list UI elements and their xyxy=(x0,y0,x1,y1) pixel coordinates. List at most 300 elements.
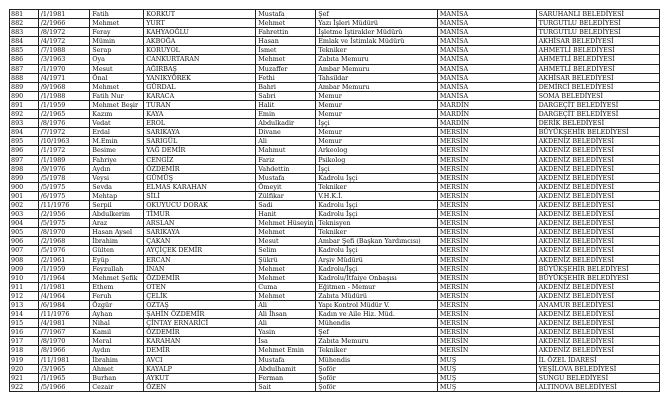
institution-cell: AKDENİZ BELEDİYESİ xyxy=(536,291,659,300)
province-cell: MERSİN xyxy=(437,210,536,219)
birth-date-cell: /8/1972 xyxy=(38,28,90,37)
province-cell: MERSİN xyxy=(437,337,536,346)
row-number-cell: 912 xyxy=(10,291,39,300)
job-title-cell: Tahsildar xyxy=(316,73,438,82)
birth-date-cell: /1/1959 xyxy=(38,264,90,273)
job-title-cell: Kadrolu/İşçi xyxy=(316,264,438,273)
father-name-cell: Mehmet xyxy=(256,264,316,273)
first-name-cell: İbrahim xyxy=(90,355,144,364)
table-row xyxy=(10,91,660,100)
province-cell: MERSİN xyxy=(437,246,536,255)
province-cell: MERSİN xyxy=(437,182,536,191)
last-name-cell: KARAHAN xyxy=(144,337,256,346)
birth-date-cell: /4/1981 xyxy=(38,319,90,328)
father-name-cell: Ali xyxy=(256,137,316,146)
first-name-cell: Ayhan xyxy=(90,310,144,319)
job-title-cell: Memur xyxy=(316,128,438,137)
row-number-cell: 885 xyxy=(10,46,39,55)
institution-cell: AKDENİZ BELEDİYESİ xyxy=(536,337,659,346)
first-name-cell: Erdal xyxy=(90,128,144,137)
table-row xyxy=(10,46,660,55)
institution-cell: AKDENİZ BELEDİYESİ xyxy=(536,346,659,355)
birth-date-cell: /5/1978 xyxy=(38,173,90,182)
last-name-cell: ERCAN xyxy=(144,255,256,264)
last-name-cell: YAĞ DEMİR xyxy=(144,146,256,155)
table-row xyxy=(10,219,660,228)
table-row xyxy=(10,110,660,119)
birth-date-cell: /2/1956 xyxy=(38,210,90,219)
father-name-cell: Mehmet xyxy=(256,291,316,300)
birth-date-cell: /8/1970 xyxy=(38,337,90,346)
first-name-cell: Kamil xyxy=(90,328,144,337)
table-row xyxy=(10,82,660,91)
row-number-cell: 906 xyxy=(10,237,39,246)
table-row xyxy=(10,55,660,64)
province-cell: MERSİN xyxy=(437,137,536,146)
father-name-cell: Mehmet xyxy=(256,19,316,28)
father-name-cell: Mustafa xyxy=(256,10,316,19)
first-name-cell: İbrahim xyxy=(90,237,144,246)
job-title-cell: Mühendis xyxy=(316,319,438,328)
job-title-cell: İşçi xyxy=(316,164,438,173)
birth-date-cell: /3/1963 xyxy=(38,55,90,64)
institution-cell: DARGEÇİT BELEDİYESİ xyxy=(536,110,659,119)
institution-cell: AKDENİZ BELEDİYESİ xyxy=(536,310,659,319)
last-name-cell: KARACA xyxy=(144,91,256,100)
last-name-cell: KORKUT xyxy=(144,10,256,19)
first-name-cell: Özgür xyxy=(90,301,144,310)
row-number-cell: 922 xyxy=(10,382,39,391)
table-row xyxy=(10,355,660,364)
province-cell: MANİSA xyxy=(437,91,536,100)
birth-date-cell: /1/1970 xyxy=(38,64,90,73)
job-title-cell: Zabıta Memuru xyxy=(316,337,438,346)
birth-date-cell: /1/1989 xyxy=(38,155,90,164)
table-row xyxy=(10,273,660,282)
table-row xyxy=(10,291,660,300)
table-row xyxy=(10,200,660,209)
institution-cell: YEŞİLOVA BELEDİYESİ xyxy=(536,364,659,373)
institution-cell: AKDENİZ BELEDİYESİ xyxy=(536,246,659,255)
first-name-cell: Mehmet xyxy=(90,82,144,91)
first-name-cell: Önal xyxy=(90,73,144,82)
row-number-cell: 887 xyxy=(10,64,39,73)
row-number-cell: 897 xyxy=(10,155,39,164)
job-title-cell: Tekniker xyxy=(316,228,438,237)
row-number-cell: 916 xyxy=(10,328,39,337)
institution-cell: AKDENİZ BELEDİYESİ xyxy=(536,191,659,200)
province-cell: MANİSA xyxy=(437,64,536,73)
father-name-cell: Fahrettin xyxy=(256,28,316,37)
job-title-cell: Memur xyxy=(316,91,438,100)
last-name-cell: ELMAS KARAHAN xyxy=(144,182,256,191)
job-title-cell: Tekniker xyxy=(316,182,438,191)
province-cell: MARDİN xyxy=(437,119,536,128)
table-row xyxy=(10,301,660,310)
father-name-cell: Fariz xyxy=(256,155,316,164)
last-name-cell: ÖZDEMİR xyxy=(144,328,256,337)
father-name-cell: Zülfikar xyxy=(256,191,316,200)
institution-cell: İL ÖZEL İDARESİ xyxy=(536,355,659,364)
institution-cell: AKDENİZ BELEDİYESİ xyxy=(536,255,659,264)
institution-cell: AKDENİZ BELEDİYESİ xyxy=(536,182,659,191)
institution-cell: BÜYÜKŞEHİR BELEDİYESİ xyxy=(536,273,659,282)
job-title-cell: Kadrolu/İtfaiye Onbaşısı xyxy=(316,273,438,282)
row-number-cell: 895 xyxy=(10,137,39,146)
job-title-cell: Ambar Şefi (Başkan Yardımcısı) xyxy=(316,237,438,246)
table-row xyxy=(10,282,660,291)
row-number-cell: 915 xyxy=(10,319,39,328)
job-title-cell: Ambar Memuru xyxy=(316,64,438,73)
job-title-cell: Zabıta Müdürü xyxy=(316,291,438,300)
first-name-cell: Feray xyxy=(90,28,144,37)
birth-date-cell: /6/1984 xyxy=(38,301,90,310)
father-name-cell: Ali İhsan xyxy=(256,310,316,319)
province-cell: MANİSA xyxy=(437,28,536,37)
last-name-cell: AKBOĞA xyxy=(144,37,256,46)
job-title-cell: Şoför xyxy=(316,382,438,391)
table-row xyxy=(10,246,660,255)
first-name-cell: Mehmet Şefik xyxy=(90,273,144,282)
birth-date-cell: /7/1988 xyxy=(38,46,90,55)
last-name-cell: TİMUR xyxy=(144,210,256,219)
province-cell: MERSİN xyxy=(437,155,536,164)
birth-date-cell: /2/1961 xyxy=(38,255,90,264)
last-name-cell: YANIKYÖREK xyxy=(144,73,256,82)
province-cell: MANİSA xyxy=(437,10,536,19)
last-name-cell: ÖZDEMİR xyxy=(144,273,256,282)
birth-date-cell: /7/1967 xyxy=(38,328,90,337)
first-name-cell: Meral xyxy=(90,337,144,346)
table-row xyxy=(10,328,660,337)
last-name-cell: EROL xyxy=(144,119,256,128)
job-title-cell: Arkeolog xyxy=(316,146,438,155)
father-name-cell: Mehmet xyxy=(256,228,316,237)
table-row xyxy=(10,182,660,191)
father-name-cell: Sait xyxy=(256,382,316,391)
father-name-cell: Mehmet Emin xyxy=(256,346,316,355)
job-title-cell: Kadrolu İşçi xyxy=(316,173,438,182)
father-name-cell: İsmet xyxy=(256,46,316,55)
father-name-cell: Abdulhamit xyxy=(256,364,316,373)
job-title-cell: Şoför xyxy=(316,364,438,373)
table-row xyxy=(10,100,660,109)
province-cell: MANİSA xyxy=(437,37,536,46)
job-title-cell: Şoför xyxy=(316,373,438,382)
institution-cell: AKDENİZ BELEDİYESİ xyxy=(536,282,659,291)
first-name-cell: Serap xyxy=(90,46,144,55)
first-name-cell: Mehtap xyxy=(90,191,144,200)
father-name-cell: Ali xyxy=(256,319,316,328)
last-name-cell: AYKUT xyxy=(144,373,256,382)
institution-cell: SARUHANLI BELEDİYESİ xyxy=(536,10,659,19)
row-number-cell: 921 xyxy=(10,373,39,382)
last-name-cell: OKUYUCU DORAK xyxy=(144,200,256,209)
table-row xyxy=(10,264,660,273)
row-number-cell: 881 xyxy=(10,10,39,19)
institution-cell: SOMA BELEDİYESİ xyxy=(536,91,659,100)
last-name-cell: DEMİR xyxy=(144,346,256,355)
father-name-cell: Bahri xyxy=(256,82,316,91)
first-name-cell: Abdulkerim xyxy=(90,210,144,219)
row-number-cell: 894 xyxy=(10,128,39,137)
last-name-cell: SARIKAYA xyxy=(144,228,256,237)
province-cell: MERSİN xyxy=(437,200,536,209)
first-name-cell: Feyzullah xyxy=(90,264,144,273)
father-name-cell: Hanit xyxy=(256,210,316,219)
last-name-cell: ÖZDEMİR xyxy=(144,164,256,173)
birth-date-cell: /9/1976 xyxy=(38,164,90,173)
province-cell: MARDİN xyxy=(437,100,536,109)
row-number-cell: 914 xyxy=(10,310,39,319)
table-row xyxy=(10,228,660,237)
job-title-cell: V.H.K.İ. xyxy=(316,191,438,200)
row-number-cell: 902 xyxy=(10,200,39,209)
job-title-cell: Zabıta Memuru xyxy=(316,55,438,64)
birth-date-cell: /4/1972 xyxy=(38,37,90,46)
province-cell: MERSİN xyxy=(437,228,536,237)
father-name-cell: Divane xyxy=(256,128,316,137)
personnel-table xyxy=(9,9,660,392)
last-name-cell: YURT xyxy=(144,19,256,28)
last-name-cell: AĞIRBAŞ xyxy=(144,64,256,73)
birth-date-cell: /1/1981 xyxy=(38,282,90,291)
row-number-cell: 910 xyxy=(10,273,39,282)
first-name-cell: Besime xyxy=(90,146,144,155)
province-cell: MERSİN xyxy=(437,164,536,173)
row-number-cell: 883 xyxy=(10,28,39,37)
job-title-cell: Kadrolu İşçi xyxy=(316,210,438,219)
father-name-cell: Mahmut xyxy=(256,146,316,155)
table-row xyxy=(10,364,660,373)
institution-cell: AKDENİZ BELEDİYESİ xyxy=(536,237,659,246)
job-title-cell: Memur xyxy=(316,100,438,109)
job-title-cell: Kadın ve Aile Hiz. Müd. xyxy=(316,310,438,319)
job-title-cell: Memur xyxy=(316,110,438,119)
province-cell: MERSİN xyxy=(437,301,536,310)
birth-date-cell: /2/1968 xyxy=(38,237,90,246)
birth-date-cell: /10/1963 xyxy=(38,137,90,146)
first-name-cell: Sevda xyxy=(90,182,144,191)
table-row xyxy=(10,19,660,28)
province-cell: MERSİN xyxy=(437,291,536,300)
table-row xyxy=(10,191,660,200)
job-title-cell: Memur xyxy=(316,137,438,146)
birth-date-cell: /4/1964 xyxy=(38,291,90,300)
job-title-cell: Şef xyxy=(316,328,438,337)
table-row xyxy=(10,173,660,182)
father-name-cell: Mustafa xyxy=(256,173,316,182)
first-name-cell: Ethem xyxy=(90,282,144,291)
table-row xyxy=(10,237,660,246)
table-row xyxy=(10,373,660,382)
job-title-cell: Mühendis xyxy=(316,355,438,364)
first-name-cell: Mehmet xyxy=(90,19,144,28)
first-name-cell: Vedat xyxy=(90,119,144,128)
province-cell: MUŞ xyxy=(437,355,536,364)
job-title-cell: Teknisyen xyxy=(316,219,438,228)
row-number-cell: 905 xyxy=(10,228,39,237)
job-title-cell: Tekniker xyxy=(316,46,438,55)
last-name-cell: İNAN xyxy=(144,264,256,273)
first-name-cell: Oya xyxy=(90,55,144,64)
first-name-cell: Serpil xyxy=(90,200,144,209)
row-number-cell: 890 xyxy=(10,91,39,100)
table-row xyxy=(10,28,660,37)
last-name-cell: KORUYOL xyxy=(144,46,256,55)
institution-cell: AKHİSAR BELEDİYESİ xyxy=(536,37,659,46)
table-row xyxy=(10,146,660,155)
last-name-cell: ÇAKAN xyxy=(144,237,256,246)
father-name-cell: Cuma xyxy=(256,282,316,291)
table-row xyxy=(10,137,660,146)
first-name-cell: Mümin xyxy=(90,37,144,46)
row-number-cell: 903 xyxy=(10,210,39,219)
province-cell: MANİSA xyxy=(437,19,536,28)
last-name-cell: ÇİNTAY ERNARİCİ xyxy=(144,319,256,328)
row-number-cell: 892 xyxy=(10,110,39,119)
birth-date-cell: /1/1964 xyxy=(38,273,90,282)
institution-cell: ALTINOVA BELEDİYESİ xyxy=(536,382,659,391)
father-name-cell: Halit xyxy=(256,100,316,109)
father-name-cell: Mustafa xyxy=(256,355,316,364)
province-cell: MERSİN xyxy=(437,273,536,282)
first-name-cell: Mehmet Beşir xyxy=(90,100,144,109)
province-cell: MERSİN xyxy=(437,310,536,319)
father-name-cell: Muzaffer xyxy=(256,64,316,73)
table-row xyxy=(10,337,660,346)
father-name-cell: Hasan xyxy=(256,37,316,46)
last-name-cell: SİLİ xyxy=(144,191,256,200)
last-name-cell: ARSLAN xyxy=(144,219,256,228)
institution-cell: DEMİRCİ BELEDİYESİ xyxy=(536,82,659,91)
last-name-cell: CENGİZ xyxy=(144,155,256,164)
birth-date-cell: /1/1981 xyxy=(38,10,90,19)
row-number-cell: 900 xyxy=(10,182,39,191)
province-cell: MERSİN xyxy=(437,146,536,155)
first-name-cell: Burhan xyxy=(90,373,144,382)
last-name-cell: SARIKAYA xyxy=(144,128,256,137)
institution-cell: AKDENİZ BELEDİYESİ xyxy=(536,137,659,146)
row-number-cell: 907 xyxy=(10,246,39,255)
father-name-cell: Ömeyit xyxy=(256,182,316,191)
table-body xyxy=(10,10,660,392)
first-name-cell: M.Emin xyxy=(90,137,144,146)
job-title-cell: İşçi xyxy=(316,119,438,128)
province-cell: MERSİN xyxy=(437,319,536,328)
job-title-cell: Kadrolu İşçi xyxy=(316,200,438,209)
row-number-cell: 882 xyxy=(10,19,39,28)
row-number-cell: 884 xyxy=(10,37,39,46)
institution-cell: BÜYÜKŞEHİR BELEDİYESİ xyxy=(536,128,659,137)
province-cell: MANİSA xyxy=(437,82,536,91)
job-title-cell: Şef xyxy=(316,10,438,19)
province-cell: MERSİN xyxy=(437,255,536,264)
table-row xyxy=(10,37,660,46)
last-name-cell: GÜMÜŞ xyxy=(144,173,256,182)
province-cell: MERSİN xyxy=(437,237,536,246)
row-number-cell: 893 xyxy=(10,119,39,128)
institution-cell: DARGEÇİT BELEDİYESİ xyxy=(536,100,659,109)
birth-date-cell: /11/1981 xyxy=(38,355,90,364)
first-name-cell: Fahriye xyxy=(90,155,144,164)
father-name-cell: Selim xyxy=(256,246,316,255)
province-cell: MANİSA xyxy=(437,55,536,64)
row-number-cell: 919 xyxy=(10,355,39,364)
father-name-cell: Yasin xyxy=(256,328,316,337)
job-title-cell: İşletme İştirakler Müdürü xyxy=(316,28,438,37)
table-row xyxy=(10,119,660,128)
province-cell: MUŞ xyxy=(437,364,536,373)
province-cell: MERSİN xyxy=(437,128,536,137)
province-cell: MANİSA xyxy=(437,73,536,82)
father-name-cell: Abdulkadir xyxy=(256,119,316,128)
birth-date-cell: /1/1965 xyxy=(38,373,90,382)
row-number-cell: 888 xyxy=(10,73,39,82)
last-name-cell: ÇELİK xyxy=(144,291,256,300)
province-cell: MUŞ xyxy=(437,382,536,391)
table-row xyxy=(10,210,660,219)
first-name-cell: Fatih Nur xyxy=(90,91,144,100)
last-name-cell: ÖZEN xyxy=(144,382,256,391)
father-name-cell: Mesut xyxy=(256,237,316,246)
first-name-cell: Fatih xyxy=(90,10,144,19)
job-title-cell: Yapı Kontrol Müdür V. xyxy=(316,301,438,310)
father-name-cell: Ali xyxy=(256,301,316,310)
province-cell: MANİSA xyxy=(437,46,536,55)
row-number-cell: 901 xyxy=(10,191,39,200)
birth-date-cell: /5/1966 xyxy=(38,382,90,391)
first-name-cell: Aydın xyxy=(90,346,144,355)
last-name-cell: OTEN xyxy=(144,282,256,291)
birth-date-cell: /1/1959 xyxy=(38,100,90,109)
job-title-cell: Yazı İşleri Müdürü xyxy=(316,19,438,28)
job-title-cell: Tekniker xyxy=(316,346,438,355)
institution-cell: SUNGU BELEDİYESİ xyxy=(536,373,659,382)
institution-cell: AKDENİZ BELEDİYESİ xyxy=(536,228,659,237)
table-row xyxy=(10,319,660,328)
table-row xyxy=(10,155,660,164)
table-row xyxy=(10,382,660,391)
job-title-cell: Emlak ve İstimlak Müdürü xyxy=(316,37,438,46)
province-cell: MUŞ xyxy=(437,373,536,382)
row-number-cell: 908 xyxy=(10,255,39,264)
institution-cell: AKDENİZ BELEDİYESİ xyxy=(536,146,659,155)
row-number-cell: 909 xyxy=(10,264,39,273)
table-row xyxy=(10,346,660,355)
father-name-cell: Fethi xyxy=(256,73,316,82)
institution-cell: DERİK BELEDİYESİ xyxy=(536,119,659,128)
birth-date-cell: /8/1970 xyxy=(38,228,90,237)
province-cell: MERSİN xyxy=(437,191,536,200)
row-number-cell: 889 xyxy=(10,82,39,91)
birth-date-cell: /5/1975 xyxy=(38,219,90,228)
job-title-cell: Psikolog xyxy=(316,155,438,164)
province-cell: MERSİN xyxy=(437,219,536,228)
job-title-cell: Ambar Memuru xyxy=(316,82,438,91)
province-cell: MERSİN xyxy=(437,282,536,291)
first-name-cell: Kazım xyxy=(90,110,144,119)
birth-date-cell: /11/1976 xyxy=(38,310,90,319)
birth-date-cell: /2/1965 xyxy=(38,110,90,119)
table-row xyxy=(10,255,660,264)
row-number-cell: 886 xyxy=(10,55,39,64)
last-name-cell: GÜRDAL xyxy=(144,82,256,91)
birth-date-cell: /8/1966 xyxy=(38,346,90,355)
institution-cell: AKDENİZ BELEDİYESİ xyxy=(536,173,659,182)
row-number-cell: 918 xyxy=(10,346,39,355)
table-row xyxy=(10,64,660,73)
